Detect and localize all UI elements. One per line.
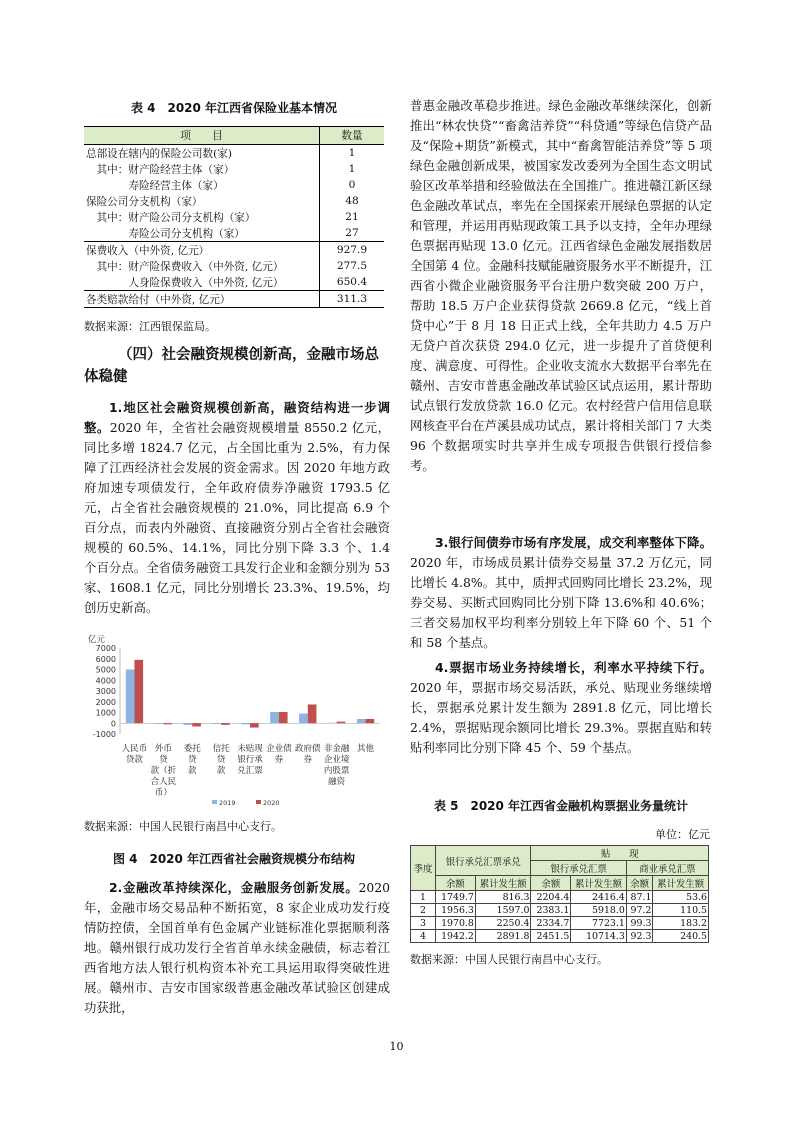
x-tick-label: 非金融 [323, 744, 350, 754]
cell: 97.2 [626, 904, 653, 917]
x-tick-label: 贷 [187, 755, 197, 765]
paragraph-2-left [84, 878, 390, 1018]
table-row [84, 225, 384, 242]
table5-caption: 表 5 2020 年江西省金融机构票据业务量统计 [433, 799, 689, 813]
table-row [84, 274, 384, 291]
table4-header-item: 项 目 [84, 127, 320, 145]
legend-swatch-2020 [256, 800, 261, 804]
legend-label-2019: 2019 [219, 799, 236, 807]
bar-2019-3 [212, 723, 221, 724]
bar-chart [84, 634, 384, 809]
row-value: 277.5 [320, 258, 385, 274]
cell: 240.5 [653, 930, 709, 943]
table-row [84, 161, 384, 177]
cell: 2451.5 [531, 930, 571, 943]
row-value: 1 [320, 161, 385, 177]
table-row [84, 145, 384, 162]
row-value: 27 [320, 225, 385, 242]
cell: 5918.0 [571, 904, 627, 917]
x-tick-label: 其他 [357, 744, 375, 754]
x-tick-label: 内股票 [323, 766, 350, 776]
cell: 10714.3 [571, 930, 627, 943]
bar-2020-7 [337, 722, 346, 724]
x-tick-label: 贷 [216, 755, 226, 765]
bar-2020-4 [250, 723, 259, 727]
x-tick-label: 外币 [154, 744, 172, 754]
cell: 2 [411, 904, 436, 917]
cell: 53.6 [653, 891, 709, 904]
t5-h-balance: 余额 [626, 876, 653, 891]
table-row [84, 193, 384, 209]
table-row [411, 904, 709, 917]
table5-unit: 单位：亿元 [655, 828, 710, 841]
paragraph-3 [410, 533, 712, 653]
x-tick-label: 贷款 [125, 755, 143, 765]
x-tick-label: 人民币 [121, 744, 148, 754]
cell: 1749.7 [436, 891, 476, 904]
x-tick-label: 合人民 [150, 777, 177, 787]
cell: 87.1 [626, 891, 653, 904]
paragraph-4-title: 4.票据市场业务持续增长，利率水平持续下行。 [435, 660, 712, 675]
x-tick-label: 政府债 [295, 744, 321, 754]
t5-h-discount: 贴 现 [531, 846, 709, 861]
cell: 110.5 [653, 904, 709, 917]
cell: 7723.1 [571, 917, 627, 930]
paragraph-4-body: 2020 年，票据市场交易活跃，承兑、贴现业务继续增长，票据承兑累计发生额为 2891.8 亿元，同比增长 2.4%，票据贴现余额同比增长 29.3%。票据直贴和转贴利率同比分别下降 45 个、59 个基点。 [410, 680, 712, 755]
x-tick-label: 券 [274, 755, 284, 765]
y-tick-label: 2000 [95, 697, 116, 707]
chart-caption: 图 4 2020 年江西省社会融资规模分布结构 [112, 852, 356, 866]
cell: 1956.3 [436, 904, 476, 917]
cell: 2416.4 [571, 891, 627, 904]
cell: 92.3 [626, 930, 653, 943]
row-value: 311.3 [320, 291, 385, 308]
paragraph-3-title: 3.银行间债券市场有序发展，成交利率整体下降。 [435, 535, 712, 550]
chart-source: 数据来源：中国人民银行南昌中心支行。 [84, 820, 282, 833]
table5 [410, 845, 709, 943]
bar-2020-6 [308, 704, 317, 723]
y-axis-label: 亿元 [88, 635, 106, 645]
bar-2019-0 [126, 670, 135, 724]
cell: 1970.8 [436, 917, 476, 930]
table-row [84, 258, 384, 274]
t5-h-comm: 商业承兑汇票 [626, 861, 708, 876]
table4-source: 数据来源：江西银保监局。 [84, 320, 216, 333]
paragraph-4 [410, 658, 712, 758]
bar-2020-2 [192, 723, 201, 726]
x-tick-label: 贷 [159, 755, 168, 765]
y-tick-label: 1000 [95, 708, 116, 718]
row-value: 0 [320, 177, 385, 193]
cell: 2334.7 [531, 917, 571, 930]
cell: 183.2 [653, 917, 709, 930]
cell: 4 [411, 930, 436, 943]
row-label: 其中：财产险公司分支机构（家） [86, 211, 256, 224]
cell: 99.3 [626, 917, 653, 930]
paragraph-1 [84, 398, 390, 618]
cell: 816.3 [475, 891, 531, 904]
y-tick-label: 3000 [95, 687, 116, 696]
x-tick-label: 兑汇票 [237, 766, 263, 776]
bar-2019-5 [270, 712, 279, 723]
bar-2019-8 [357, 719, 366, 723]
table4-caption: 表 4 2020 年江西省保险业基本情况 [130, 101, 338, 115]
x-tick-label: 企业债 [266, 744, 292, 754]
t5-h-accept: 银行承兑汇票承兑 [436, 846, 531, 876]
x-tick-label: 企业境 [323, 755, 350, 765]
paragraph-3-body: 2020 年，市场成员累计债券交易量 37.2 万亿元，同比增长 4.8%。其中，质押式回购同比增长 23.2%，现券交易、买断式回购同比分别下降 13.6%和 40.6%；三者交易加权平均利率分别较上年下降 60 个、51 个和 58 个基点。 [410, 555, 712, 650]
x-tick-label: 银行承 [237, 755, 263, 765]
row-label: 各类赔款给付（中外资, 亿元） [84, 291, 320, 308]
row-label: 总部设在辖内的保险公司数(家) [86, 147, 232, 160]
bar-2019-7 [328, 723, 337, 724]
y-tick-label: 6000 [95, 654, 116, 664]
t5-h-cum: 累计发生额 [571, 876, 627, 891]
bar-2019-4 [241, 723, 250, 724]
chart-area [84, 634, 384, 809]
cell: 2383.1 [531, 904, 571, 917]
row-label: 保险公司分支机构（家） [86, 195, 203, 208]
row-label: 人身险保费收入（中外资, 亿元） [86, 276, 284, 289]
bar-2020-3 [221, 723, 230, 725]
cell: 1597.0 [475, 904, 531, 917]
paragraph-2-right: 普惠金融改革稳步推进。绿色金融改革继续深化，创新推出“林农快贷”“畜禽洁养贷”“科贷通”等绿色信贷产品及“保险+期货”新模式，其中“畜禽智能洁养贷”等 5 项绿色金融创新成果，被国家发改委列为全国生态文明试验区改革举措和经验做法在全国推广。推进赣江新区绿色金融改革试点，率先在全国探索开展绿色票据的认定和管理，并运用再贴现政策工具予以支持，全年办理绿色票据再贴现 13.0 亿元。江西省绿色金融发展指数居全国第 4 位。金融科技赋能融资服务水平不断提升，江西省小微企业融资服务平台注册户数突破 200 万户，帮助 18.5 万户企业获得贷款 2669.8 亿元，“线上首贷中心”于 8 月 18 日正式上线，全年共助力 4.5 万户无贷户首次获贷 294.0 亿元，进一步提升了首贷便利度、满意度、可得性。企业收支流水大数据平台率先在赣州、吉安市普惠金融改革试验区试点运用，累计帮助试点银行发放贷款 16.0 亿元。农村经营户信用信息联网核查平台在芦溪县成功试点，累计将相关部门 7 大类 96 个数据项实时共享并生成专项报告供银行授信参考。 [410, 98, 712, 473]
cell: 1942.2 [436, 930, 476, 943]
row-value: 21 [320, 209, 385, 225]
bar-2020-1 [163, 723, 172, 724]
table-row [84, 291, 384, 308]
t5-h-cum: 累计发生额 [475, 876, 531, 891]
x-tick-label: 委托 [183, 744, 201, 754]
bar-2020-5 [279, 712, 288, 723]
cell: 3 [411, 917, 436, 930]
t5-h-season: 季度 [411, 846, 436, 891]
table-row [411, 891, 709, 904]
bar-2020-8 [366, 719, 375, 723]
row-value: 927.9 [320, 242, 385, 259]
table4-header-qty: 数量 [320, 127, 385, 145]
paragraph-2-body-left: 2020 年，金融市场交易品种不断拓宽，8 家企业成功发行疫情防控债，全国首单有色金属产业链标准化票据顺利落地。赣州银行成功发行全省首单永续金融债，标志着江西省地方法人银行机构资本补充工具运用取得突破性进展。赣州市、吉安市国家级普惠金融改革试验区创建成功获批， [84, 880, 390, 1015]
x-tick-label: 未贴现 [237, 744, 263, 754]
row-label: 其中：财产险经营主体（家） [86, 163, 235, 176]
legend-swatch-2019 [212, 800, 217, 804]
cell: 1 [411, 891, 436, 904]
row-value: 650.4 [320, 274, 385, 291]
paragraph-1-body: 2020 年，全省社会融资规模增量 8550.2 亿元，同比多增 1824.7 亿元，占全国比重为 2.5%，有力保障了江西经济社会发展的资金需求。因 2020 年地方政府加速专项债发行，全年政府债券净融资 1793.5 亿元，占全省社会融资规模的 21.0%，同比提高 6.9 个百分点，而表内外融资、直接融资分别占全省社会融资规模的 60.5%、14.1%，同比分别下降 3.3 个、1.4 个百分点。全省债务融资工具发行企业和金额分别为 53 家、1608.1 亿元，同比分别增长 23.3%、19.5%，均创历史新高。 [84, 420, 390, 615]
bar-2019-2 [184, 723, 193, 725]
table-row [411, 930, 709, 943]
y-tick-label: -1000 [92, 730, 116, 739]
table-row [84, 242, 384, 259]
cell: 2891.8 [475, 930, 531, 943]
page-number: 10 [389, 1040, 404, 1053]
row-label: 寿险经营主体（家） [86, 179, 224, 192]
x-tick-label: 券 [303, 755, 313, 765]
section-heading: （四）社会融资规模创新高，金融市场总体稳健 [84, 347, 379, 385]
legend-label-2020: 2020 [263, 799, 280, 807]
row-value: 48 [320, 193, 385, 209]
paragraph-1-title: 1.地区社会融资规模创新高，融资结构进一步调整。 [84, 400, 390, 435]
x-tick-label: 币） [154, 788, 172, 798]
t5-h-balance: 余额 [531, 876, 571, 891]
paragraph-2-title: 2.金融改革持续深化，金融服务创新发展。 [109, 880, 359, 895]
cell: 2204.4 [531, 891, 571, 904]
table-row [84, 209, 384, 225]
t5-h-bank: 银行承兑汇票 [531, 861, 626, 876]
y-tick-label: 0 [110, 719, 116, 729]
table5-source: 数据来源：中国人民银行南昌中心支行。 [410, 953, 608, 966]
x-tick-label: 款（折 [150, 766, 177, 776]
y-tick-label: 5000 [95, 665, 116, 675]
t5-h-balance: 余额 [436, 876, 476, 891]
y-tick-label: 4000 [95, 676, 116, 686]
row-label: 寿险公司分支机构（家） [86, 227, 245, 240]
row-label: 保费收入（中外资, 亿元） [84, 242, 320, 259]
table4 [84, 126, 384, 308]
x-tick-label: 款 [187, 766, 197, 776]
bar-2019-6 [299, 714, 308, 724]
x-tick-label: 款 [216, 766, 226, 776]
x-tick-label: 信托 [212, 744, 230, 754]
table-row [411, 917, 709, 930]
x-tick-label: 融资 [328, 777, 346, 787]
t5-h-cum: 累计发生额 [653, 876, 709, 891]
cell: 2250.4 [475, 917, 531, 930]
row-value: 1 [320, 145, 385, 162]
bar-2020-0 [134, 660, 143, 723]
table-row [84, 177, 384, 193]
row-label: 其中：财产险保费收入（中外资, 亿元） [86, 260, 284, 273]
y-tick-label: 7000 [95, 644, 116, 653]
bar-2019-1 [155, 723, 164, 724]
